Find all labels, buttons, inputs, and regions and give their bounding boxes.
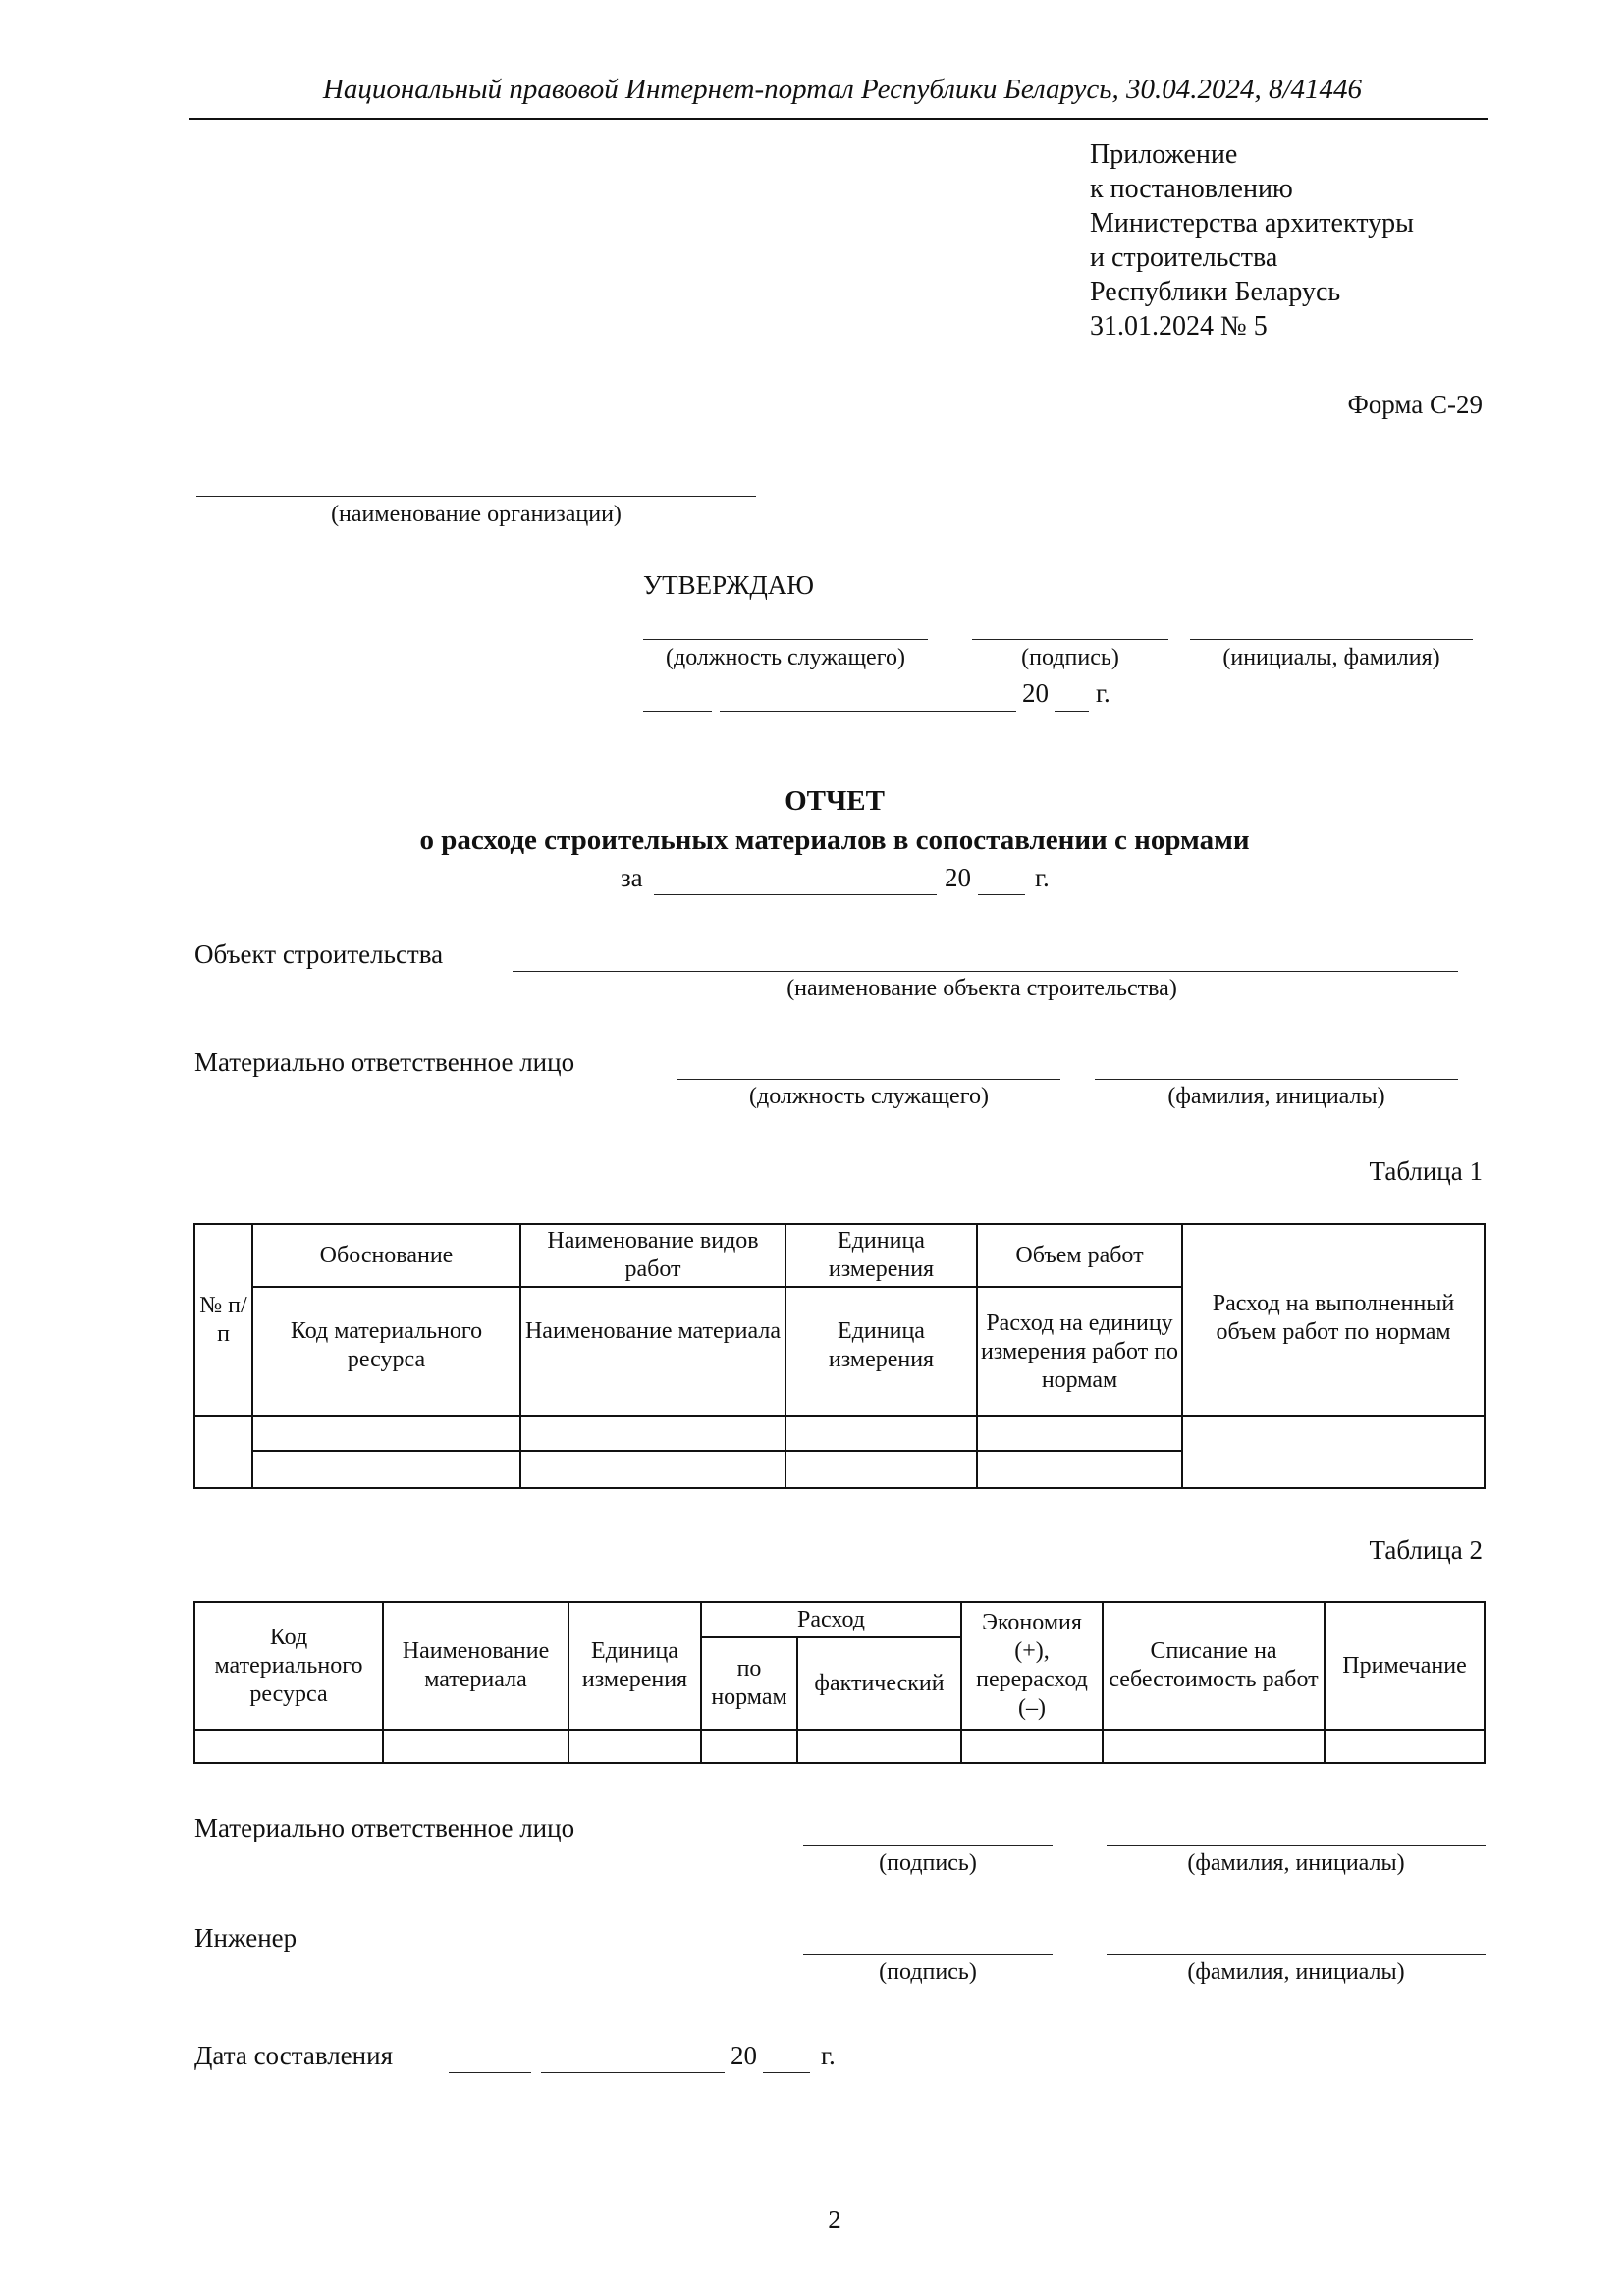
annex-line: Республики Беларусь [1090, 277, 1341, 307]
table1-header-unit-bottom: Единица измерения [785, 1287, 977, 1416]
table2-header-material-name: Наименование материала [383, 1602, 568, 1730]
annex-line: и строительства [1090, 242, 1278, 273]
table1-cell[interactable] [785, 1416, 977, 1451]
signature-responsible-name-caption: (фамилия, инициалы) [1187, 1850, 1405, 1876]
header-divider [189, 118, 1488, 120]
table1-header-num: № п/п [194, 1224, 252, 1416]
signature-responsible-label: Материально ответственное лицо [194, 1813, 575, 1842]
date-year-prefix: 20 [731, 2041, 757, 2070]
table1-label: Таблица 1 [1369, 1156, 1483, 1186]
signature-engineer-name-caption: (фамилия, инициалы) [1187, 1959, 1405, 1985]
table2-cell[interactable] [1325, 1730, 1485, 1763]
table2-header-unit: Единица измерения [568, 1602, 701, 1730]
responsible-position-line[interactable] [677, 1079, 1060, 1080]
approval-name-caption: (инициалы, фамилия) [1222, 645, 1440, 670]
annex-line: Приложение [1090, 139, 1238, 170]
signature-engineer-label: Инженер [194, 1923, 298, 1952]
organization-line[interactable] [196, 496, 756, 497]
responsible-position-caption: (должность служащего) [749, 1084, 989, 1109]
date-year-suffix: г. [821, 2041, 836, 2070]
table2-header-by-norms: по нормам [701, 1637, 797, 1730]
table1 [193, 1223, 1486, 1489]
annex-line: Министерства архитектуры [1090, 208, 1414, 239]
signature-responsible-name-line[interactable] [1107, 1845, 1486, 1846]
approval-signature-caption: (подпись) [1021, 645, 1119, 670]
report-period-line[interactable] [654, 894, 937, 895]
approval-position-caption: (должность служащего) [666, 645, 905, 670]
table2-header-material-code: Код материального ресурса [194, 1602, 383, 1730]
date-year-line[interactable] [763, 2072, 810, 2073]
date-label: Дата составления [194, 2041, 393, 2070]
object-label: Объект строительства [194, 939, 444, 969]
table2-header-note: Примечание [1325, 1602, 1485, 1730]
table2-header-savings: Экономия (+), перерасход (–) [961, 1602, 1103, 1730]
responsible-name-caption: (фамилия, инициалы) [1167, 1084, 1385, 1109]
table1-header-unit: Единица измерения [785, 1224, 977, 1287]
approval-day-line[interactable] [643, 711, 712, 712]
table1-cell[interactable] [194, 1416, 252, 1488]
object-caption: (наименование объекта строительства) [786, 976, 1177, 1001]
approval-month-line[interactable] [720, 711, 1016, 712]
approval-year-prefix: 20 [1022, 678, 1049, 708]
table1-cell[interactable] [1182, 1416, 1485, 1488]
responsible-name-line[interactable] [1095, 1079, 1458, 1080]
approval-year-line[interactable] [1055, 711, 1089, 712]
table2-header-write-off: Списание на себестоимость работ [1103, 1602, 1325, 1730]
table2-cell[interactable] [701, 1730, 797, 1763]
table2-cell[interactable] [1103, 1730, 1325, 1763]
annex-block [1090, 137, 1502, 344]
table2-cell[interactable] [383, 1730, 568, 1763]
signature-engineer-caption: (подпись) [879, 1959, 977, 1985]
report-title: ОТЧЕТ [785, 785, 885, 817]
table2-label: Таблица 2 [1369, 1535, 1483, 1565]
responsible-label: Материально ответственное лицо [194, 1047, 575, 1077]
table1-header-justification: Обоснование [252, 1224, 520, 1287]
date-day-line[interactable] [449, 2072, 531, 2073]
signature-engineer-name-line[interactable] [1107, 1954, 1486, 1955]
signature-responsible-line[interactable] [803, 1845, 1053, 1846]
table1-header-norm-per-unit: Расход на единицу измерения работ по нормам [977, 1287, 1182, 1416]
table1-cell[interactable] [520, 1416, 785, 1451]
table1-header-work-types: Наименование видов работ [520, 1224, 785, 1287]
table2-cell[interactable] [797, 1730, 961, 1763]
table2 [193, 1601, 1486, 1764]
approval-name-line[interactable] [1190, 639, 1473, 640]
organization-caption: (наименование организации) [331, 502, 622, 527]
signature-responsible-caption: (подпись) [879, 1850, 977, 1876]
approval-title: УТВЕРЖДАЮ [643, 570, 815, 600]
table1-header-material-code: Код материального ресурса [252, 1287, 520, 1416]
date-month-line[interactable] [541, 2072, 725, 2073]
table1-header-material-name: Наименование материала [520, 1287, 785, 1416]
report-subtitle: о расходе строительных материалов в сопоставлении с нормами [419, 825, 1250, 856]
table2-header-consumption: Расход [701, 1602, 961, 1637]
table1-header-volume: Объем работ [977, 1224, 1182, 1287]
table1-cell[interactable] [977, 1451, 1182, 1488]
annex-line: 31.01.2024 № 5 [1090, 311, 1268, 342]
table1-cell[interactable] [252, 1451, 520, 1488]
table1-header-total-norm: Расход на выполненный объем работ по нормам [1182, 1224, 1485, 1416]
annex-line: к постановлению [1090, 174, 1293, 204]
form-label: Форма С-29 [1347, 390, 1483, 419]
table1-cell[interactable] [520, 1451, 785, 1488]
portal-header: Национальный правовой Интернет-портал Республики Беларусь, 30.04.2024, 8/41446 [322, 74, 1363, 105]
approval-signature-line[interactable] [972, 639, 1168, 640]
report-year-prefix: 20 [945, 863, 971, 892]
report-period-prefix: за [621, 863, 643, 892]
object-line[interactable] [513, 971, 1458, 972]
signature-engineer-line[interactable] [803, 1954, 1053, 1955]
table2-cell[interactable] [194, 1730, 383, 1763]
table2-cell[interactable] [961, 1730, 1103, 1763]
table2-cell[interactable] [568, 1730, 701, 1763]
report-year-line[interactable] [978, 894, 1025, 895]
approval-position-line[interactable] [643, 639, 928, 640]
approval-year-suffix: г. [1096, 678, 1110, 708]
table1-cell[interactable] [977, 1416, 1182, 1451]
page-number: 2 [828, 2205, 841, 2234]
table2-header-actual: фактический [797, 1637, 961, 1730]
table1-cell[interactable] [785, 1451, 977, 1488]
report-year-suffix: г. [1035, 863, 1050, 892]
table1-cell[interactable] [252, 1416, 520, 1451]
